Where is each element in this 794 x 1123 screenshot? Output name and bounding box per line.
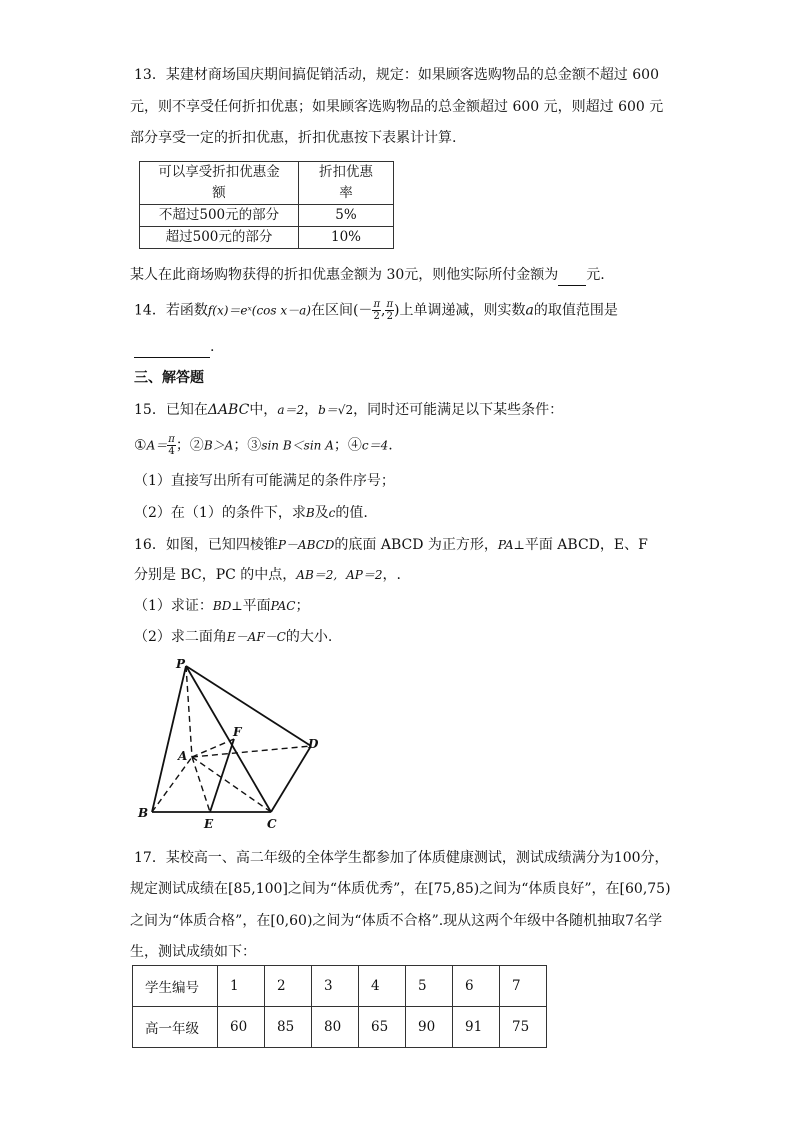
table-cell: 学生编号 <box>133 966 218 1007</box>
q13-line2: 元，则不享受任何折扣优惠；如果顾客选购物品的总金额超过 600 元，则超过 600 元 <box>130 99 664 115</box>
q14-answer-line: . <box>134 337 214 358</box>
fraction: $\frac{\pi}{2}$ <box>373 299 381 322</box>
label-e: E <box>204 817 214 831</box>
q15-sub1: （1）直接写出所有可能满足的条件序号； <box>134 473 395 489</box>
q16-sub2: （2）求二面角E－AF－C的大小. <box>134 629 333 645</box>
q16-sub1: （1）求证：BD⊥平面PAC； <box>134 598 310 614</box>
scores-table <box>132 965 547 1048</box>
q13-line1: 13．某建材商场国庆期间搞促销活动，规定：如果顾客选购物品的总金额不超过 600 <box>134 67 659 83</box>
q13-line3: 部分享受一定的折扣优惠，折扣优惠按下表累计计算. <box>130 130 457 146</box>
q14-line: 14．若函数f(x)＝eˣ(cos x－a)在区间(－ $\frac{\pi}{2}$ , $\frac{\pi}{2}$ )上单调递减，则实数a的取值范围是 <box>134 299 618 322</box>
table-cell: 3 <box>312 966 359 1007</box>
answer-blank <box>558 265 586 286</box>
q16-line1: 16．如图，已知四棱锥P－ABCD的底面 ABCD 为正方形，PA⊥平面 ABCD，E、F <box>134 537 648 553</box>
table-cell: 2 <box>265 966 312 1007</box>
q13-question: 某人在此商场购物获得的折扣优惠金额为 30元，则他实际所付金额为 元. <box>130 265 605 286</box>
diag-ac <box>192 757 271 812</box>
table-cell: 1 <box>218 966 265 1007</box>
table-cell: 5% <box>299 205 394 227</box>
table-cell: 6 <box>453 966 500 1007</box>
table-header-row <box>140 162 394 205</box>
segment-ef <box>210 739 234 812</box>
pyramid-figure <box>134 655 334 835</box>
edge-pc <box>186 666 271 812</box>
label-d: D <box>308 737 319 751</box>
q17-line1: 17．某校高一、高二年级的全体学生都参加了体质健康测试，测试成绩满分为100分， <box>134 850 669 866</box>
label-p: P <box>176 657 186 671</box>
table-row <box>140 227 394 249</box>
table-cell: 85 <box>265 1007 312 1048</box>
label-a: A <box>178 749 188 763</box>
edge-pd <box>186 666 311 746</box>
table-cell: 4 <box>359 966 406 1007</box>
table-cell: 7 <box>500 966 547 1007</box>
discount-table <box>139 161 394 249</box>
q15-line1: 15．已知在ΔABC中，a＝2，b＝√2，同时还可能满足以下某些条件： <box>134 402 564 418</box>
q17-line3: 之间为“体质合格”，在[0,60)之间为“体质不合格”.现从这两个年级中各随机抽取7名学 <box>130 913 663 929</box>
table-cell: 90 <box>406 1007 453 1048</box>
table-cell: 5 <box>406 966 453 1007</box>
segment-ae <box>192 757 210 812</box>
section-title: 三、解答题 <box>134 370 204 386</box>
q16-line2: 分别是 BC，PC 的中点，AB＝2, AP＝2，. <box>134 567 401 583</box>
table-row <box>140 205 394 227</box>
edge-ad <box>192 746 311 757</box>
table-cell: 65 <box>359 1007 406 1048</box>
fraction: $\frac{\pi}{4}$ <box>168 434 175 457</box>
q15-sub2: （2）在（1）的条件下，求B及c的值. <box>134 505 368 521</box>
fraction: $\frac{\pi}{2}$ <box>386 299 394 322</box>
answer-blank <box>134 337 210 358</box>
label-b: B <box>138 806 149 820</box>
table-cell: 超过500元的部分 <box>140 227 299 249</box>
label-c: C <box>267 817 277 831</box>
q15-conditions: ①A＝ $\frac{\pi}{4}$ ；②B＞A；③sin B＜sin A；④c＝4. <box>134 434 393 457</box>
table-cell: 高一年级 <box>133 1007 218 1048</box>
table-cell: 91 <box>453 1007 500 1048</box>
table-cell: 60 <box>218 1007 265 1048</box>
table-header-row <box>133 966 547 1007</box>
edge-pb <box>152 666 186 812</box>
table-cell: 75 <box>500 1007 547 1048</box>
table-cell: 不超过500元的部分 <box>140 205 299 227</box>
label-f: F <box>233 725 242 739</box>
q17-line4: 生，测试成绩如下： <box>130 944 256 960</box>
table-cell: 80 <box>312 1007 359 1048</box>
table-cell: 10% <box>299 227 394 249</box>
table-header-cell: 可以享受折扣优惠金 额 <box>140 162 299 205</box>
table-row <box>133 1007 547 1048</box>
table-header-cell: 折扣优惠 率 <box>299 162 394 205</box>
edge-pa <box>186 666 192 757</box>
edge-cd <box>271 746 311 812</box>
q17-line2: 规定测试成绩在[85,100]之间为“体质优秀”，在[75,85)之间为“体质良好”，在[60,75) <box>130 881 671 897</box>
